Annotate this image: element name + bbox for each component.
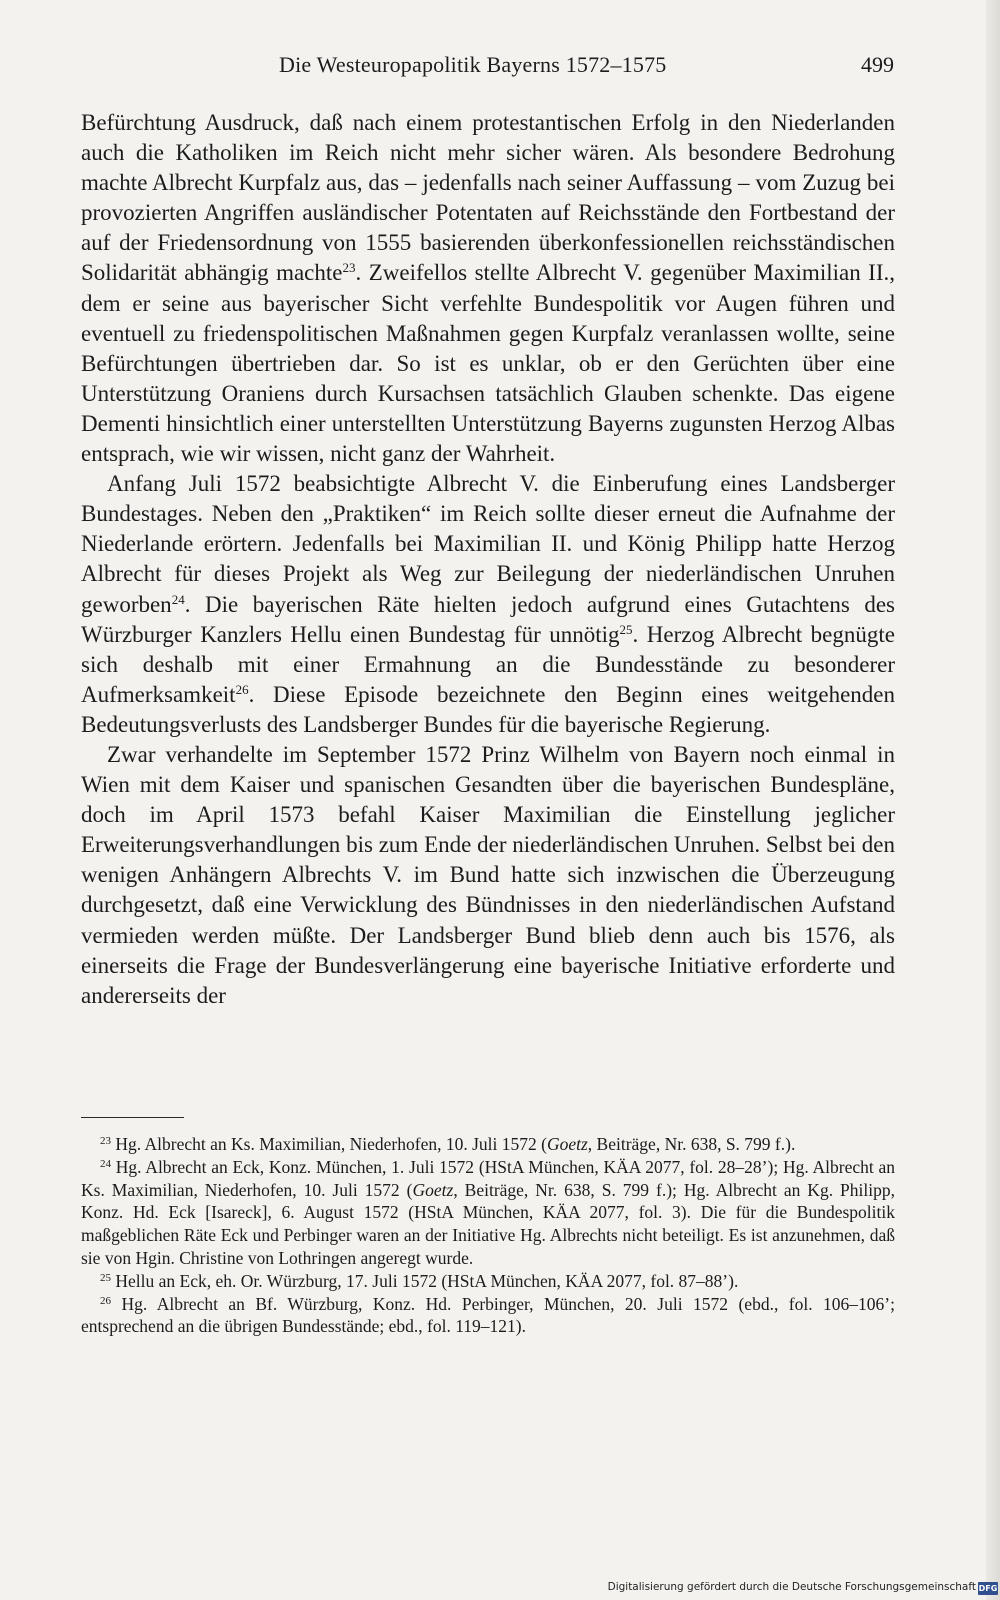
paragraph-text: . Die bayerischen Räte hielten jedoch aufgrund eines Gutachtens des Würzburger Kanzlers Hellu einen Bundestag für unnötig <box>81 591 895 647</box>
running-head: Die Westeuropapolitik Bayerns 1572–1575 <box>279 52 667 77</box>
footnote-ref-23: 23 <box>342 260 356 276</box>
footnote-23 <box>81 1133 895 1156</box>
footnote-number: 26 <box>100 1294 111 1307</box>
paragraph-text: . Diese Episode bezeichnete den Beginn eines weitgehenden Bedeutungsverlusts des Landsberger Bundes für die bayerische Regierung. <box>81 681 895 737</box>
footnote-text: Hg. Albrecht an Ks. Maximilian, Niederhofen, 10. Juli 1572 ( <box>111 1134 547 1154</box>
footnote-25 <box>81 1270 895 1293</box>
footnotes <box>81 1133 895 1338</box>
paragraph-text: Befürchtung Ausdruck, daß nach einem protestantischen Erfolg in den Niederlanden auch die Katholiken im Reich nicht mehr sicher wären. Als besondere Bedrohung machte Albrecht Kurpfalz aus, das – jedenfalls nach seiner Auffassung – vom Zuzug bei provozierten Angriffen ausländischer Potentaten auf Reichsstände den Fortbestand der auf der Friedensordnung von 1555 basierenden überkonfessionellen reichsständischen Solidarität abhängig machte <box>81 110 895 286</box>
paragraph-2 <box>81 469 895 740</box>
footnote-26 <box>81 1293 895 1339</box>
dfg-logo: DFG <box>978 1584 998 1593</box>
footnote-ref-25: 25 <box>619 621 633 637</box>
page-number: 499 <box>861 52 894 77</box>
footnote-text: , Beiträge, Nr. 638, S. 799 f.). <box>587 1134 796 1154</box>
footnote-text: Hg. Albrecht an Eck, Konz. München, 1. Juli 1572 (HStA München, KÄA 2077, fol. 28–28’); Hg. Albrecht an Ks. Maximilian, Niederhofen, 10. Juli 1572 ( <box>81 1156 895 1200</box>
footnote-text: Hellu an Eck, eh. Or. Würzburg, 17. Juli 1572 (HStA München, KÄA 2077, fol. 87–88’). <box>111 1270 739 1291</box>
paragraph-text: . Zweifellos stellte Albrecht V. gegenüber Maximilian II., dem er seine aus bayerischer Sicht verfehlte Bundespolitik vor Augen führen und eventuell zu friedenspolitischen Maßnahmen gegen Kurpfalz veranlassen wollte, seine Befürchtungen übertrieben dar. So ist es unklar, ob er den Gerüchten über eine Unterstützung Oraniens durch Kursachsen tatsächlich Glauben schenkte. Das eigene Dementi hinsichtlich einer unterstellten Unterstützung Bayerns zugunsten Herzog Albas entsprach, wie wir wissen, nicht ganz der Wahrheit. <box>81 260 895 467</box>
footnote-author: Goetz <box>546 1134 588 1154</box>
footnote-text: Hg. Albrecht an Bf. Würzburg, Konz. Hd. Perbinger, München, 20. Juli 1572 (ebd., fol. 106–106’; entsprechend an die übrigen Bundesstände; ebd., fol. 119–121). <box>81 1293 895 1337</box>
footnote-number: 24 <box>100 1157 111 1170</box>
paragraph-text: Anfang Juli 1572 beabsichtigte Albrecht V. die Einberufung eines Landsberger Bundestages. Neben den „Praktiken“ im Reich sollte dieser erneut die Aufnahme der Niederlande erörtern. Jedenfalls bei Maximilian II. und König Philipp hatte Herzog Albrecht für dieses Projekt als Weg zur Beilegung der niederländischen Unruhen geworben <box>81 471 895 617</box>
footnote-ref-24: 24 <box>171 591 185 607</box>
paragraph-text: . Herzog Albrecht begnügte sich deshalb mit einer Ermahnung an die Bundesstände zu besonderer Aufmerksamkeit <box>81 621 895 707</box>
footnote-number: 25 <box>100 1271 111 1284</box>
digitization-credit: Digitalisierung gefördert durch die Deutsche Forschungsgemeinschaft <box>607 1581 976 1593</box>
footnote-author: Goetz <box>412 1179 454 1200</box>
footnote-number: 23 <box>100 1135 111 1147</box>
footnote-divider <box>81 1117 184 1118</box>
footnote-24 <box>81 1156 895 1270</box>
paragraph-1 <box>81 108 895 469</box>
paragraph-3: Zwar verhandelte im September 1572 Prinz Wilhelm von Bayern noch einmal in Wien mit dem Kaiser und spanischen Gesandten über die bayerischen Bundespläne, doch im April 1573 befahl Kaiser Maximilian die Einstellung jeglicher Erweiterungsverhandlungen bis zum Ende der niederländischen Unruhen. Selbst bei den wenigen Anhängern Albrechts V. im Bund hatte sich inzwischen die Überzeugung durchgesetzt, daß eine Verwicklung des Bündnisses in den niederländischen Aufstand vermieden werden müßte. Der Landsberger Bund blieb denn auch bis 1576, als einerseits die Frage der Bundesverlängerung eine bayerische Initiative erforderte und andererseits der <box>81 741 895 1008</box>
main-text <box>81 108 895 1011</box>
page-edge-shadow <box>986 0 1000 1600</box>
footnote-ref-26: 26 <box>235 681 249 697</box>
footnote-text: , Beiträge, Nr. 638, S. 799 f.); Hg. Albrecht an Kg. Philipp, Konz. Hd. Eck [Isareck], 6. August 1572 (HStA München, KÄA 2077, fol. 3). Die für die Bundespolitik maßgeblichen Räte Eck und Perbinger waren an der Initiative Hg. Albrechts nicht beteiligt. Es ist anzunehmen, daß sie von Hgin. Christine von Lothringen angeregt wurde. <box>81 1179 895 1268</box>
